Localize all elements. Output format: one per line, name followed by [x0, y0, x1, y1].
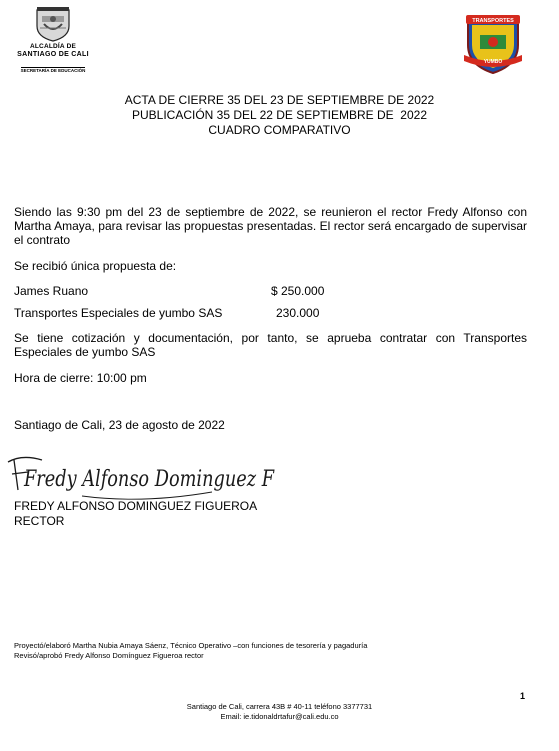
place-and-date: Santiago de Cali, 23 de agosto de 2022	[14, 418, 225, 432]
signer-role: RECTOR	[14, 514, 65, 528]
proposal-name: Transportes Especiales de yumbo SAS	[14, 306, 223, 320]
heading-subtitle: CUADRO COMPARATIVO	[208, 123, 351, 137]
heading-title: ACTA DE CIERRE 35 DEL 23 DE SEPTIEMBRE DE 2022	[124, 93, 435, 107]
proposal-name: James Ruano	[14, 284, 89, 298]
prepared-by: Proyectó/elaboró Martha Nubia Amaya Sáenz, Técnico Operativo –con funciones de tesorería y pagaduría	[14, 641, 368, 650]
page-number: 1	[520, 691, 526, 701]
svg-text:YUMBO: YUMBO	[483, 59, 503, 65]
footer-address: Santiago de Cali, carrera 43B # 40-11 teléfono 3377731	[186, 702, 373, 711]
intro-paragraph: Siendo las 9:30 pm del 23 de septiembre de 2022, se reunieron el rector Fredy Alfonso con Martha Amaya, para revisar las propuestas presentadas. El rector será encargado de supervisar el contrato	[14, 205, 527, 247]
document-heading	[0, 93, 559, 138]
school-crest-logo	[462, 9, 524, 80]
logo-line-city: SANTIAGO DE CALI	[17, 51, 89, 58]
closing-time: Hora de cierre: 10:00 pm	[14, 371, 147, 385]
signer-name: FREDY ALFONSO DOMINGUEZ FIGUEROA	[14, 499, 258, 513]
reviewed-by: Revisó/aprobó Fredy Alfonso Domínguez Figueroa rector	[14, 651, 204, 660]
footer-email: Email: ie.tidonaldrtafur@cali.edu.co	[220, 712, 339, 721]
proposal-amount: 230.000	[276, 306, 320, 320]
decision-paragraph: Se tiene cotización y documentación, por tanto, se aprueba contratar con Transportes Especiales de yumbo SAS	[14, 331, 527, 359]
cali-coat-of-arms-icon	[34, 6, 72, 42]
logo-line-secretaria: SECRETARÍA DE EDUCACIÓN	[20, 68, 86, 73]
alcaldia-cali-logo	[12, 6, 94, 77]
logo-line-alcaldia: ALCALDÍA DE	[29, 43, 76, 50]
svg-text:Fredy Alfonso Dominguez F: Fredy Alfonso Dominguez F	[23, 467, 275, 492]
school-crest-icon	[462, 9, 524, 75]
received-text: Se recibió única propuesta de:	[14, 259, 177, 273]
proposal-amount: $ 250.000	[271, 284, 325, 298]
svg-text:TRANSPORTES: TRANSPORTES	[472, 18, 514, 24]
heading-publication: PUBLICACIÓN 35 DEL 22 DE SEPTIEMBRE DE 2022	[131, 108, 427, 122]
